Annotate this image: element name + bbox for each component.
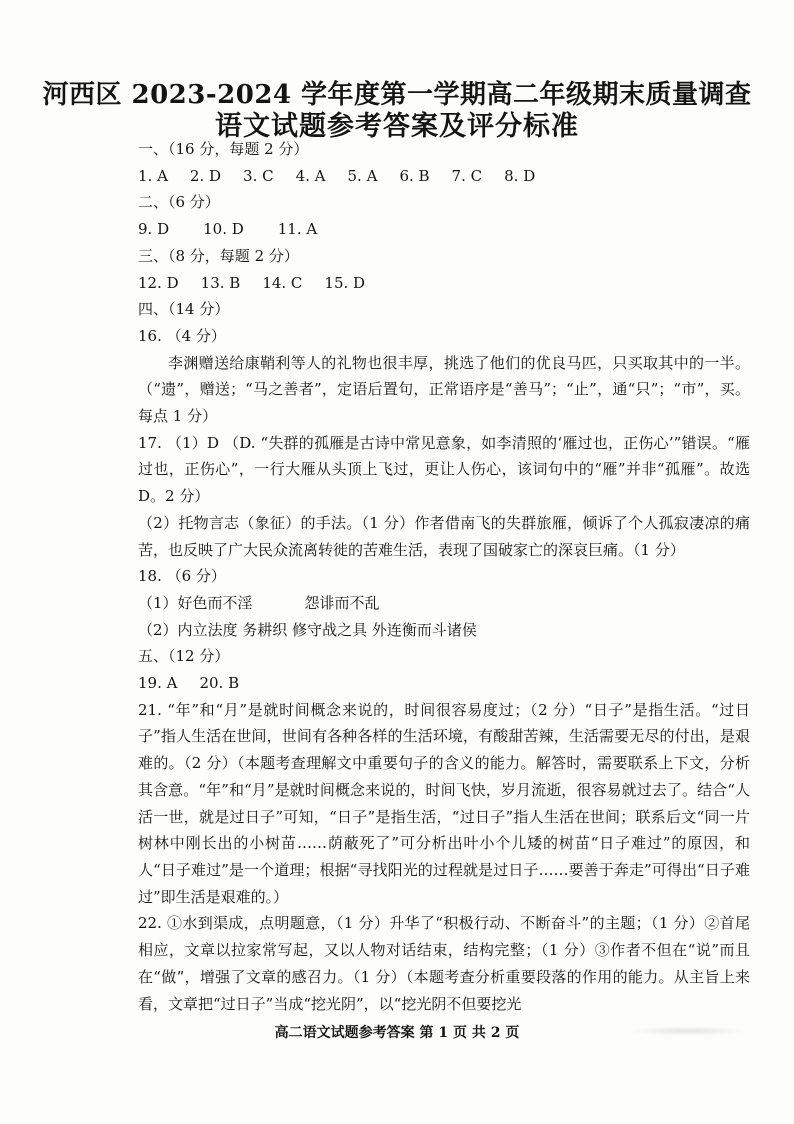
answer-item: 2. D (189, 166, 222, 185)
section-2-answers (138, 216, 750, 243)
scan-smudge (628, 1026, 748, 1036)
answer-item: 5. A (347, 166, 378, 185)
question-17-part-1: 17. （1）D （D. “失群的孤雁是古诗中常见意象，如李清照的‘雁过也，正伤心’”错误。“雁过也，正伤心”，一行大雁从头顶上飞过，更让人伤心，该词句中的“雁”并非“孤雁”。故选 D。2 分） (138, 433, 750, 506)
answer-content (138, 136, 750, 1017)
section-3-answers (138, 270, 750, 297)
question-18-line-2: （2）内立法度 务耕织 修守战之具 外连衡而斗诸侯 (138, 620, 477, 639)
question-16-heading: 16. （4 分） (138, 326, 226, 345)
question-18-line-1 (138, 590, 750, 617)
answer-item: 10. D (203, 220, 244, 239)
answer-item: 20. B (199, 674, 240, 693)
answer-item: 13. B (200, 273, 241, 292)
answer-item: 9. D (138, 220, 170, 239)
section-2-heading: 二、（6 分） (138, 193, 220, 212)
section-1-answers (138, 163, 750, 190)
exam-title: 河西区 2023-2024 学年度第一学期高二年级期末质量调查 (42, 80, 752, 110)
answer-item: 4. A (295, 166, 326, 185)
question-18-answer-a: （1）好色而不淫 (138, 593, 253, 612)
section-5-answers (138, 670, 750, 697)
answer-item: 14. C (262, 273, 303, 292)
answer-item: 12. D (138, 273, 179, 292)
answer-item: 7. C (451, 166, 483, 185)
answer-item: 1. A (138, 166, 168, 185)
question-22-answer: 22. ①水到渠成，点明题意，（1 分）升华了“积极行动、不断奋斗”的主题；（1 分）②首尾相应，文章以拉家常写起，又以人物对话结束，结构完整；（1 分）③作者不但在“说”而且在“做”，增强了文章的感召力。（1 分）（本题考查分析重要段落的作用的能力。从主旨上来看，文章把“过日子”当成“挖光阴”，以“挖光阴不但要挖光 (138, 914, 750, 1013)
answer-item: 15. D (324, 273, 366, 292)
section-1-heading: 一、（16 分，每题 2 分） (138, 140, 309, 158)
question-17-part-2: （2）托物言志（象征）的手法。（1 分）作者借南飞的失群旅雁，倾诉了个人孤寂凄凉的痛苦，也反映了广大民众流离转徙的苦难生活，表现了国破家亡的深哀巨痛。（1 分） (138, 513, 750, 559)
question-21-answer: 21. “年”和“月”是就时间概念来说的，时间很容易度过；（2 分）“日子”是指生活。“过日子”指人生活在世间，世间有各种各样的生活环境，有酸甜苦辣，生活需要无尽的付出，是艰难的。（2 分）（本题考查理解文中重要句子的含义的能力。解答时，需要联系上下文，分析其含意。“年”和“月”是就时间概念来说的，时间飞快，岁月流逝，很容易就过去了。结合“人活一世，就是过日子”可知，“日子”是指生活，“过日子”指人生活在世间；联系后文“同一片树林中刚长出的小树苗……荫蔽死了”可分析出叶小个儿矮的树苗“日子难过”的原因，和人“日子难过”是一个道理；根据“寻找阳光的过程就是过日子……要善于奔走”可得出“日子难过”即生活是艰难的。） (138, 700, 750, 906)
exam-subtitle: 语文试题参考答案及评分标准 (215, 111, 579, 142)
section-5-heading: 五、（12 分） (138, 647, 230, 666)
answer-item: 8. D (504, 166, 536, 185)
question-18-answer-b: 怨诽而不乱 (304, 593, 380, 612)
section-3-heading: 三、（8 分，每题 2 分） (138, 246, 299, 265)
answer-item: 19. A (138, 674, 178, 693)
answer-item: 3. C (243, 166, 274, 185)
page-footer: 高二语文试题参考答案 第 1 页 共 2 页 (274, 1025, 520, 1041)
question-16-answer: 李渊赠送给康鞘利等人的礼物也很丰厚，挑选了他们的优良马匹，只买取其中的一半。（“遗”，赠送；“马之善者”，定语后置句，正常语序是“善马”；“止”，通“只”；“市”，买。每点 1 分） (138, 353, 750, 426)
question-18-heading: 18. （6 分） (138, 567, 226, 586)
answer-item: 11. A (277, 220, 318, 239)
answer-item: 6. B (399, 166, 430, 185)
section-4-heading: 四、（14 分） (138, 300, 230, 319)
